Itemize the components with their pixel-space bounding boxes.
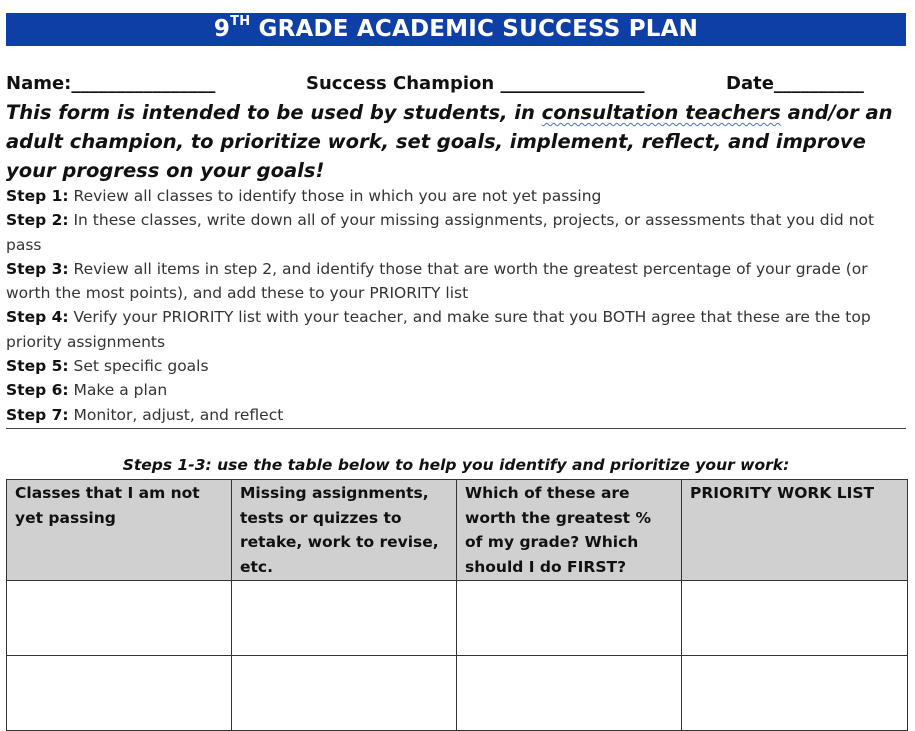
table-cell[interactable] [682,656,908,731]
step-item: Step 7: Monitor, adjust, and reflect [6,405,284,424]
step-item: Step 6: Make a plan [6,381,168,400]
table-row [7,656,908,731]
table-cell[interactable] [457,581,682,656]
date-field[interactable]: Date__________ [726,73,864,94]
priority-table [6,479,908,731]
step-item: Step 4: Verify your PRIORITY list with your teacher, and make sure that you BOTH agree that these are the top priority assignments [6,308,871,351]
column-header-missing-assignments: Missing assignments, tests or quizzes to retake, work to revise, etc. [232,480,457,581]
name-field[interactable]: Name:________________ [6,73,216,94]
table-cell[interactable] [7,656,232,731]
step-item: Step 1: Review all classes to identify those in which you are not yet passing [6,187,602,205]
success-champion-field[interactable]: Success Champion ________________ [306,73,645,94]
step-item: Step 2: In these classes, write down all of your missing assignments, projects, or assessments that you did not pass [6,211,875,254]
table-cell[interactable] [232,656,457,731]
step-item: Step 5: Set specific goals [6,357,209,376]
table-cell[interactable] [457,656,682,731]
table-cell[interactable] [232,581,457,656]
table-header-row [7,480,908,581]
column-header-classes: Classes that I am not yet passing [7,480,232,581]
table-cell[interactable] [7,581,232,656]
column-header-priority-list: PRIORITY WORK LIST [682,480,908,581]
intro-paragraph: This form is intended to be used by students, in consultation teachers and/or an adult champion, to prioritize work, set goals, implement, reflect, and improve your progress on your goals! [6,101,893,182]
column-header-greatest-percent: Which of these are worth the greatest % of my grade? Which should I do FIRST? [457,480,682,581]
section-divider [6,428,906,429]
page-title: 9TH GRADE ACADEMIC SUCCESS PLAN [6,13,906,46]
step-item: Step 3: Review all items in step 2, and identify those that are worth the greatest percentage of your grade (or worth the most points), and add these to your PRIORITY list [6,259,868,303]
header-fields [6,73,906,97]
table-row [7,581,908,656]
spellcheck-flagged-text: consultation teachers [541,101,781,124]
table-caption: Steps 1-3: use the table below to help you identify and prioritize your work: [122,456,790,474]
steps-list [6,184,906,427]
table-cell[interactable] [682,581,908,656]
